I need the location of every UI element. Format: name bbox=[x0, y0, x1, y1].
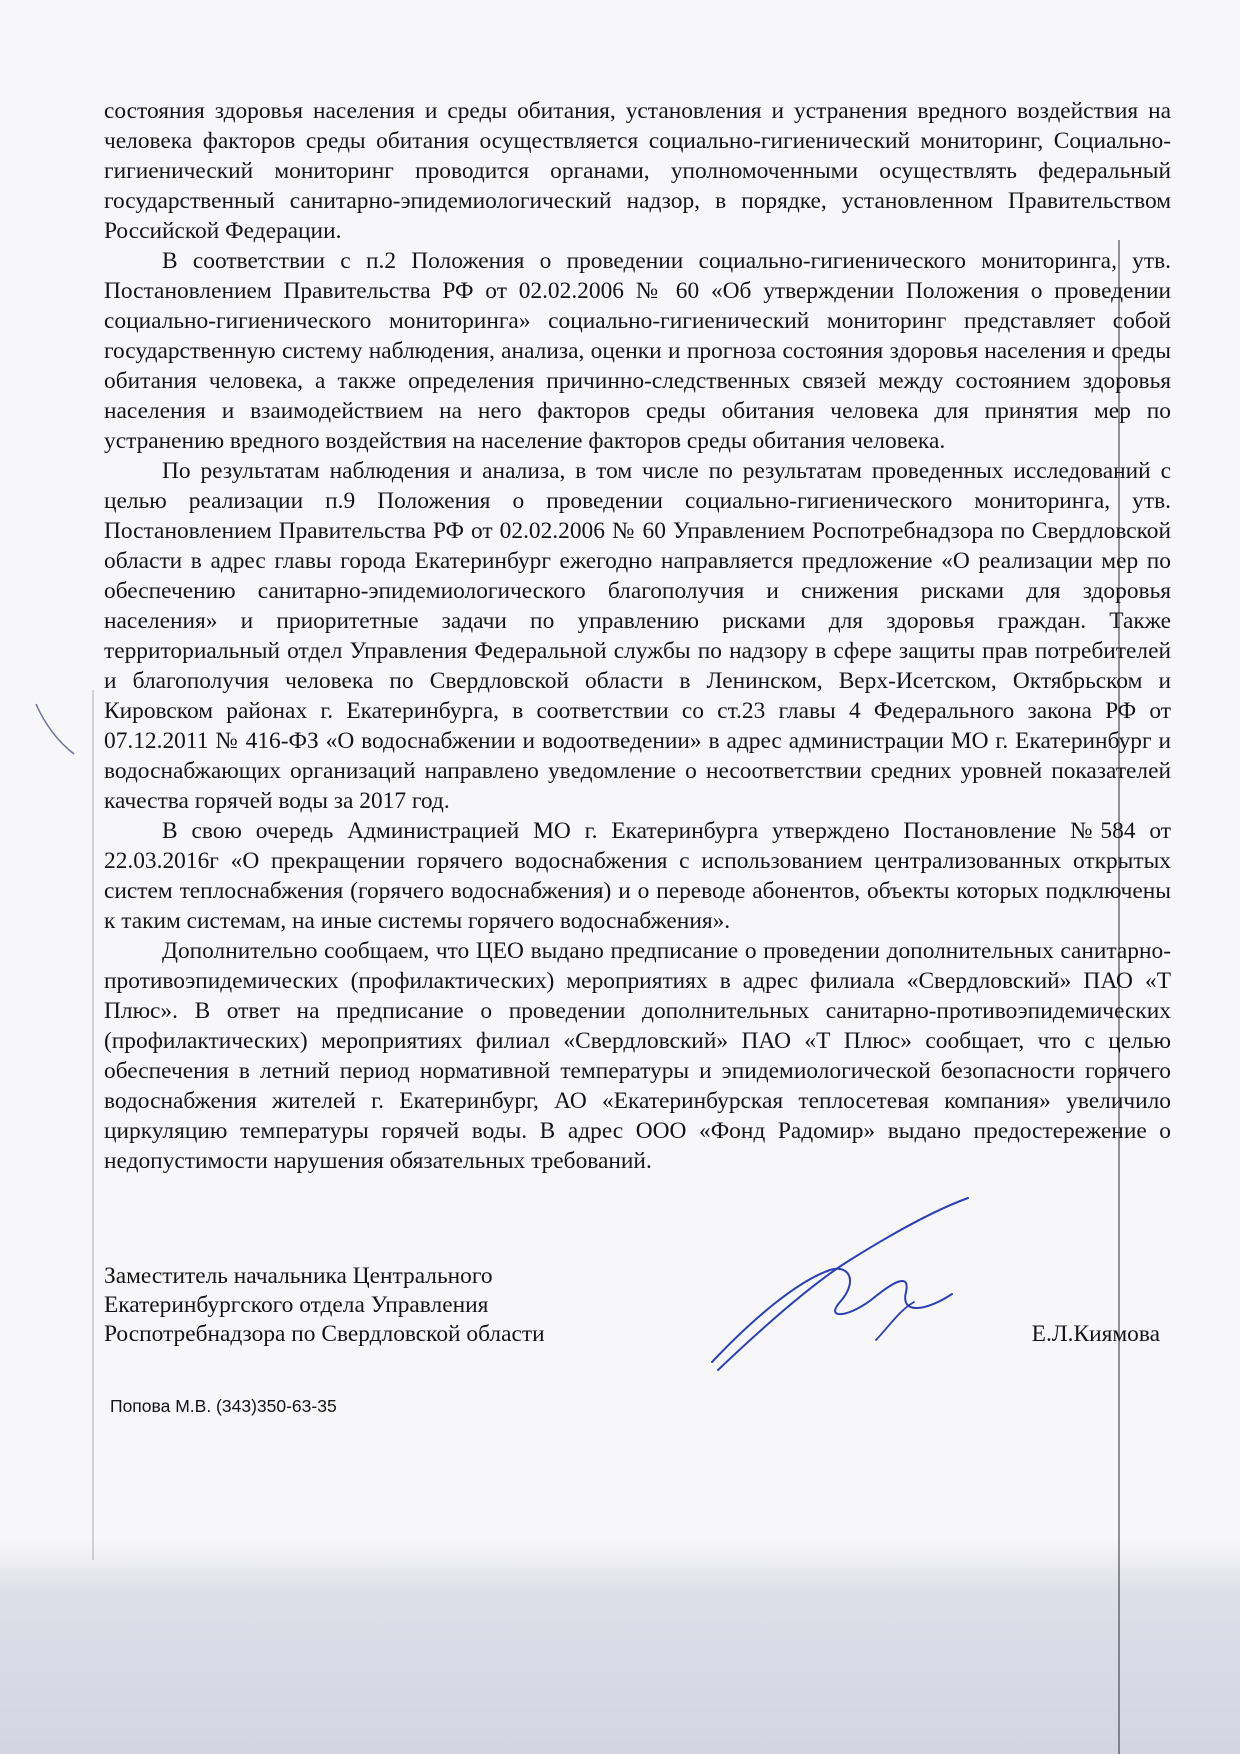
signature-block bbox=[104, 1262, 1164, 1349]
pen-mark bbox=[30, 700, 80, 760]
paragraph-3: По результатам наблюдения и анализа, в том числе по результатам проведенных исследований с целью реализации п.9 Положения о проведении социально-гигиенического мониторинга, утв. Постановлением Правительства РФ от 02.02.2006 № 60 Управлением Роспотребнадзора по Свердловской области в адрес главы города Екатеринбург ежегодно направляется предложение «О реализации мер по обеспечению санитарно-эпидемиологического благополучия и снижения рисками для здоровья населения» и приоритетные задачи по управлению рисками для здоровья граждан. Также территориальный отдел Управления Федеральной службы по надзору в сфере защиты прав потребителей и благополучия человека по Свердловской области в Ленинском, Верх-Исетском, Октябрьском и Кировском районах г. Екатеринбурга, в соответствии со ст.23 главы 4 Федерального закона РФ от 07.12.2011 № 416-ФЗ «О водоснабжении и водоотведении» в адрес администрации МО г. Екатеринбург и водоснабжающих организаций направлено уведомление о несоответствии средних уровней показателей качества горячей воды за 2017 год. bbox=[104, 458, 1171, 814]
handwritten-signature bbox=[700, 1190, 1000, 1380]
paragraph-5: Дополнительно сообщаем, что ЦЕО выдано предписание о проведении дополнительных санитарно-противоэпидемических (профилактических) мероприятиях в адрес филиала «Свердловский» ПАО «Т Плюс». В ответ на предписание о проведении дополнительных санитарно-противоэпидемических (профилактических) мероприятиях филиал «Свердловский» ПАО «Т Плюс» сообщает, что с целью обеспечения в летний период нормативной температуры и эпидемиологической безопасности горячего водоснабжения жителей г. Екатеринбург, АО «Екатеринбурская теплосетевая компания» увеличило циркуляцию температуры горячей воды. В адрес ООО «Фонд Радомир» выдано предостережение о недопустимости нарушения обязательных требований. bbox=[104, 938, 1171, 1174]
paragraph-1: состояния здоровья населения и среды обитания, установления и устранения вредного воздействия на человека факторов среды обитания осуществляется социально-гигиенический мониторинг, Социально-гигиенический мониторинг проводится органами, уполномоченными осуществлять федеральный государственный санитарно-эпидемиологический надзор, в порядке, установленном Правительством Российской Федерации. bbox=[104, 98, 1171, 244]
signatory-position-line-3: Роспотребнадзора по Свердловской области bbox=[104, 1321, 545, 1347]
signatory-position-line-1: Заместитель начальника Центрального bbox=[104, 1263, 493, 1289]
signatory-name: Е.Л.Киямова bbox=[1031, 1321, 1160, 1347]
letter-body bbox=[104, 96, 1171, 1176]
paragraph-2: В соответствии с п.2 Положения о проведении социально-гигиенического мониторинга, утв. Постановлением Правительства РФ от 02.02.2006 № 60 «Об утверждении Положения о проведении социально-гигиенического мониторинга» социально-гигиенический мониторинг представляет собой государственную систему наблюдения, анализа, оценки и прогноза состояния здоровья населения и среды обитания человека, а также определения причинно-следственных связей между состоянием здоровья населения и взаимодействием на него факторов среды обитания человека для принятия мер по устранению вредного воздействия на население факторов среды обитания человека. bbox=[104, 248, 1171, 454]
signatory-position-line-2: Екатеринбургского отдела Управления bbox=[104, 1292, 489, 1318]
paragraph-4: В свою очередь Администрацией МО г. Екатеринбурга утверждено Постановление №584 от 22.03.2016г «О прекращении горячего водоснабжения с использованием централизованных открытых систем теплоснабжения (горячего водоснабжения) и о переводе абонентов, объекты которых подключены к таким системам, на иные системы горячего водоснабжения». bbox=[104, 818, 1171, 934]
contact-info: Попова М.В. (343)350-63-35 bbox=[110, 1396, 337, 1416]
scan-edge-left bbox=[92, 690, 94, 1560]
scan-shadow-bottom bbox=[0, 1540, 1240, 1754]
